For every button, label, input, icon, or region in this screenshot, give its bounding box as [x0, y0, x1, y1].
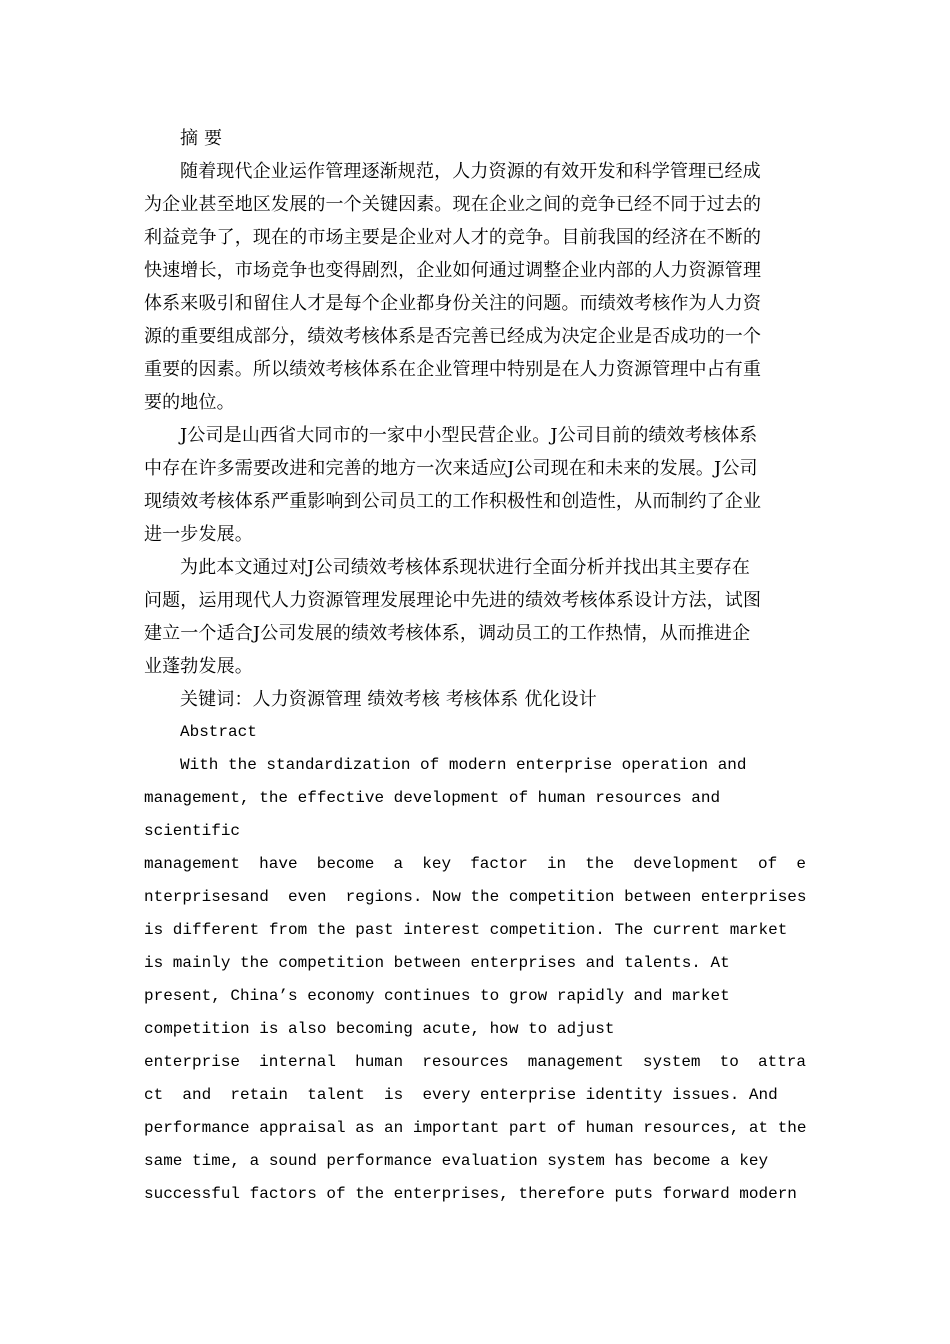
zh-paragraph-line: 随着现代企业运作管理逐渐规范，人力资源的有效开发和科学管理已经成	[180, 161, 761, 182]
zh-paragraph-line: 建立一个适合J公司发展的绩效考核体系，调动员工的工作热情，从而推进企	[144, 623, 751, 644]
zh-paragraph-line: 快速增长，市场竞争也变得剧烈，企业如何通过调整企业内部的人力资源管理	[144, 260, 762, 281]
en-paragraph-line: management, the effective development of human resources and	[144, 789, 721, 807]
en-abstract-heading: Abstract	[180, 723, 257, 741]
zh-paragraph-line: 现绩效考核体系严重影响到公司员工的工作积极性和创造性，从而制约了企业	[144, 491, 762, 512]
en-paragraph-line: competition is also becoming acute, how to adjust	[144, 1020, 615, 1038]
zh-paragraph-line: 为企业甚至地区发展的一个关键因素。现在企业之间的竞争已经不同于过去的	[144, 194, 762, 215]
en-paragraph-line: is mainly the competition between enterprises and talents. At	[144, 954, 730, 972]
zh-paragraph-line: 中存在许多需要改进和完善的地方一次来适应J公司现在和未来的发展。J公司	[144, 458, 758, 479]
en-paragraph-line: present, China’s economy continues to grow rapidly and market	[144, 987, 730, 1005]
en-paragraph-line: enterprise internal human resources management system to attra	[144, 1053, 806, 1071]
zh-paragraph-line: J公司是山西省大同市的一家中小型民营企业。J公司目前的绩效考核体系	[180, 425, 758, 446]
zh-paragraph-line: 源的重要组成部分，绩效考核体系是否完善已经成为决定企业是否成功的一个	[144, 326, 762, 347]
zh-paragraph-line: 业蓬勃发展。	[144, 656, 253, 677]
zh-paragraph-line: 重要的因素。所以绩效考核体系在企业管理中特别是在人力资源管理中占有重	[144, 359, 762, 380]
en-paragraph-line: performance appraisal as an important part of human resources, at the	[144, 1119, 807, 1137]
en-paragraph-line: is different from the past interest competition. The current market	[144, 921, 788, 939]
en-paragraph-line: successful factors of the enterprises, therefore puts forward modern	[144, 1185, 797, 1203]
zh-keywords: 关键词：人力资源管理 绩效考核 考核体系 优化设计	[180, 689, 597, 710]
en-paragraph-line: management have become a key factor in the development of e	[144, 855, 806, 873]
zh-abstract-heading: 摘 要	[180, 128, 223, 149]
en-paragraph-line: ct and retain talent is every enterprise identity issues. And	[144, 1086, 778, 1104]
zh-paragraph-line: 体系来吸引和留住人才是每个企业都身份关注的问题。而绩效考核作为人力资	[144, 293, 762, 314]
zh-paragraph-line: 利益竞争了，现在的市场主要是企业对人才的竞争。目前我国的经济在不断的	[144, 227, 762, 248]
en-paragraph-line: same time, a sound performance evaluation system has become a key	[144, 1152, 769, 1170]
zh-paragraph-line: 进一步发展。	[144, 524, 253, 545]
zh-paragraph-line: 为此本文通过对J公司绩效考核体系现状进行全面分析并找出其主要存在	[180, 557, 751, 578]
zh-paragraph-line: 要的地位。	[144, 392, 235, 413]
zh-paragraph-line: 问题，运用现代人力资源管理发展理论中先进的绩效考核体系设计方法，试图	[144, 590, 762, 611]
en-paragraph-line: nterprisesand even regions. Now the competition between enterprises	[144, 888, 807, 906]
en-paragraph-line: scientific	[144, 822, 241, 840]
en-paragraph-line: With the standardization of modern enterprise operation and	[180, 756, 747, 774]
